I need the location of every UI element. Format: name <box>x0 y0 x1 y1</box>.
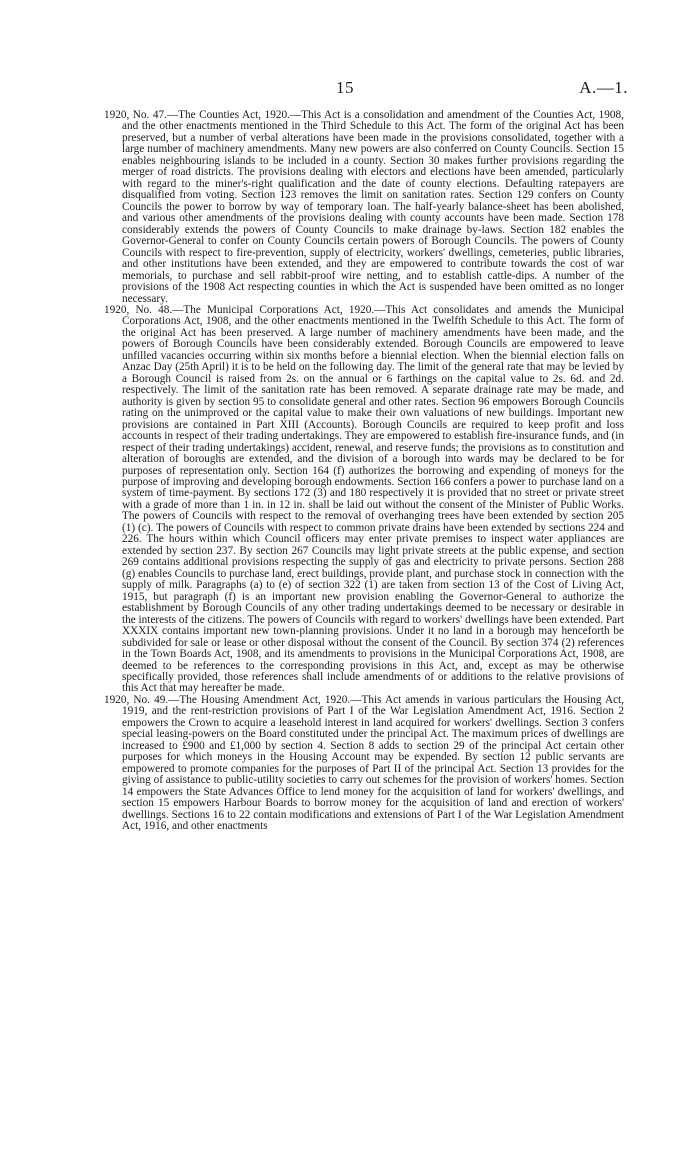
page-header <box>0 78 700 100</box>
act-entry-municipal-corporations: 1920, No. 48.—The Municipal Corporations Act, 1920.—This Act consolidates and amends the Municipal Corporations Act, 1908, and the other enactments mentioned in the Twelfth Schedule to this Act. The form of the original Act has been preserved. A large number of machinery amendments have been made, and the powers of Borough Councils have been considerably extended. Borough Councils are empowered to leave unfilled vacancies occurring within six months before a biennial election. When the biennial election falls on Anzac Day (25th April) it is to be held on the following day. The limit of the general rate that may be levied by a Borough Council is raised from 2s. on the annual or 6 farthings on the capital value to 2s. 6d. and 2d. respectively. The limit of the sanitation rate has been removed. A separate drainage rate may be made, and authority is given by section 95 to consolidate general and other rates. Section 96 empowers Borough Councils rating on the unimproved or the capital value to make their own valuations of new buildings. Important new provisions are contained in Part XIII (Accounts). Borough Councils are required to keep profit and loss accounts in respect of their trading undertakings. They are empowered to establish fire-insurance funds, and (in respect of their trading undertakings) accident, renewal, and reserve funds; the provisions as to constitution and alteration of boroughs are extended, and the division of a borough into wards may be declared to be for purposes of representation only. Section 164 (f) authorizes the borrowing and expending of moneys for the purpose of improving and developing borough endowments. Section 166 confers a power to purchase land on a system of time-payment. By sections 172 (3) and 180 respectively it is provided that no street or private street with a grade of more than 1 in. in 12 in. shall be laid out without the consent of the Minister of Public Works. The powers of Councils with respect to the removal of overhanging trees have been extended by section 205 (1) (c). The powers of Councils with respect to common private drains have been extended by sections 224 and 226. The hours within which Council officers may enter private premises to inspect water appliances are extended by section 237. By section 267 Councils may light private streets at the public expense, and section 269 contains additional provisions respecting the supply of gas and electricity to private persons. Section 288 (g) enables Councils to purchase land, erect buildings, provide plant, and purchase stock in connection with the supply of milk. Paragraphs (a) to (e) of section 322 (1) are taken from section 13 of the Cost of Living Act, 1915, but paragraph (f) is an important new provision enabling the Governor-General to authorize the establishment by Borough Councils of any other trading undertakings deemed to be necessary or desirable in the interests of the citizens. The powers of Councils with regard to workers' dwellings have been extended. Part XXXIX contains important new town-planning provisions. Under it no land in a borough may henceforth be subdivided for sale or lease or other disposal without the consent of the Council. By section 374 (2) references in the Town Boards Act, 1908, and its amendments to provisions in the Municipal Corporations Act, 1908, are deemed to be references to the corresponding provisions in this Act, and, except as may be otherwise specifically provided, those references shall include amendments of or additions to the relative provisions of this Act that may hereafter be made. <box>104 303 624 695</box>
act-entry-housing-amendment: 1920, No. 49.—The Housing Amendment Act, 1920.—This Act amends in various particulars the Housing Act, 1919, and the rent-restriction provisions of Part I of the War Legislation Amendment Act, 1916. Section 2 empowers the Crown to acquire a leasehold interest in land acquired for workers' dwellings. Section 3 confers special leasing-powers on the Board constituted under the principal Act. The maximum prices of dwellings are increased to £900 and £1,000 by section 4. Section 8 adds to section 29 of the principal Act certain other purposes for which moneys in the Housing Account may be expended. By section 12 public servants are empowered to promote companies for the purposes of Part II of the principal Act. Section 13 provides for the giving of assistance to public-utility societies to carry out schemes for the provision of workers' homes. Section 14 empowers the State Advances Office to lend money for the acquisition of land for workers' dwellings, and section 15 empowers Harbour Boards to borrow money for the acquisition of land and erection of workers' dwellings. Sections 16 to 22 contain modifications and extensions of Part I of the War Legislation Amendment Act, 1916, and other enactments <box>104 693 624 833</box>
act-entry-counties: 1920, No. 47.—The Counties Act, 1920.—This Act is a consolidation and amendment of the Counties Act, 1908, and the other enactments mentioned in the Third Schedule to this Act. The form of the original Act has been preserved, but a number of verbal alterations have been made in the provisions consolidated, together with a large number of machinery amendments. Many new powers are also conferred on County Councils. Section 15 enables neighbouring islands to be included in a county. Section 30 makes further provisions regarding the merger of road districts. The provisions dealing with electors and elections have been amended, particularly with regard to the miner's-right qualification and the date of county elections. Defaulting ratepayers are disqualified from voting. Section 123 removes the limit on sanitation rates. Section 129 confers on County Councils the power to borrow by way of temporary loan. The half-yearly balance-sheet has been abolished, and various other amendments of the provisions dealing with county accounts have been made. Section 178 considerably extends the powers of County Councils to make drainage by-laws. Section 182 enables the Governor-General to confer on County Councils certain powers of Borough Councils. The powers of County Councils with respect to fire-prevention, supply of electricity, workers' dwellings, cemeteries, public libraries, and other institutions have been extended, and they are empowered to contribute towards the cost of war memorials, to purchase and sell rabbit-proof wire netting, and to establish cattle-dips. A number of the provisions of the 1908 Act respecting counties in which the Act is suspended have been omitted as no longer necessary. <box>104 109 624 305</box>
paper-reference: A.—1. <box>579 78 628 97</box>
page-number: 15 <box>336 78 354 97</box>
document-body <box>104 110 624 833</box>
